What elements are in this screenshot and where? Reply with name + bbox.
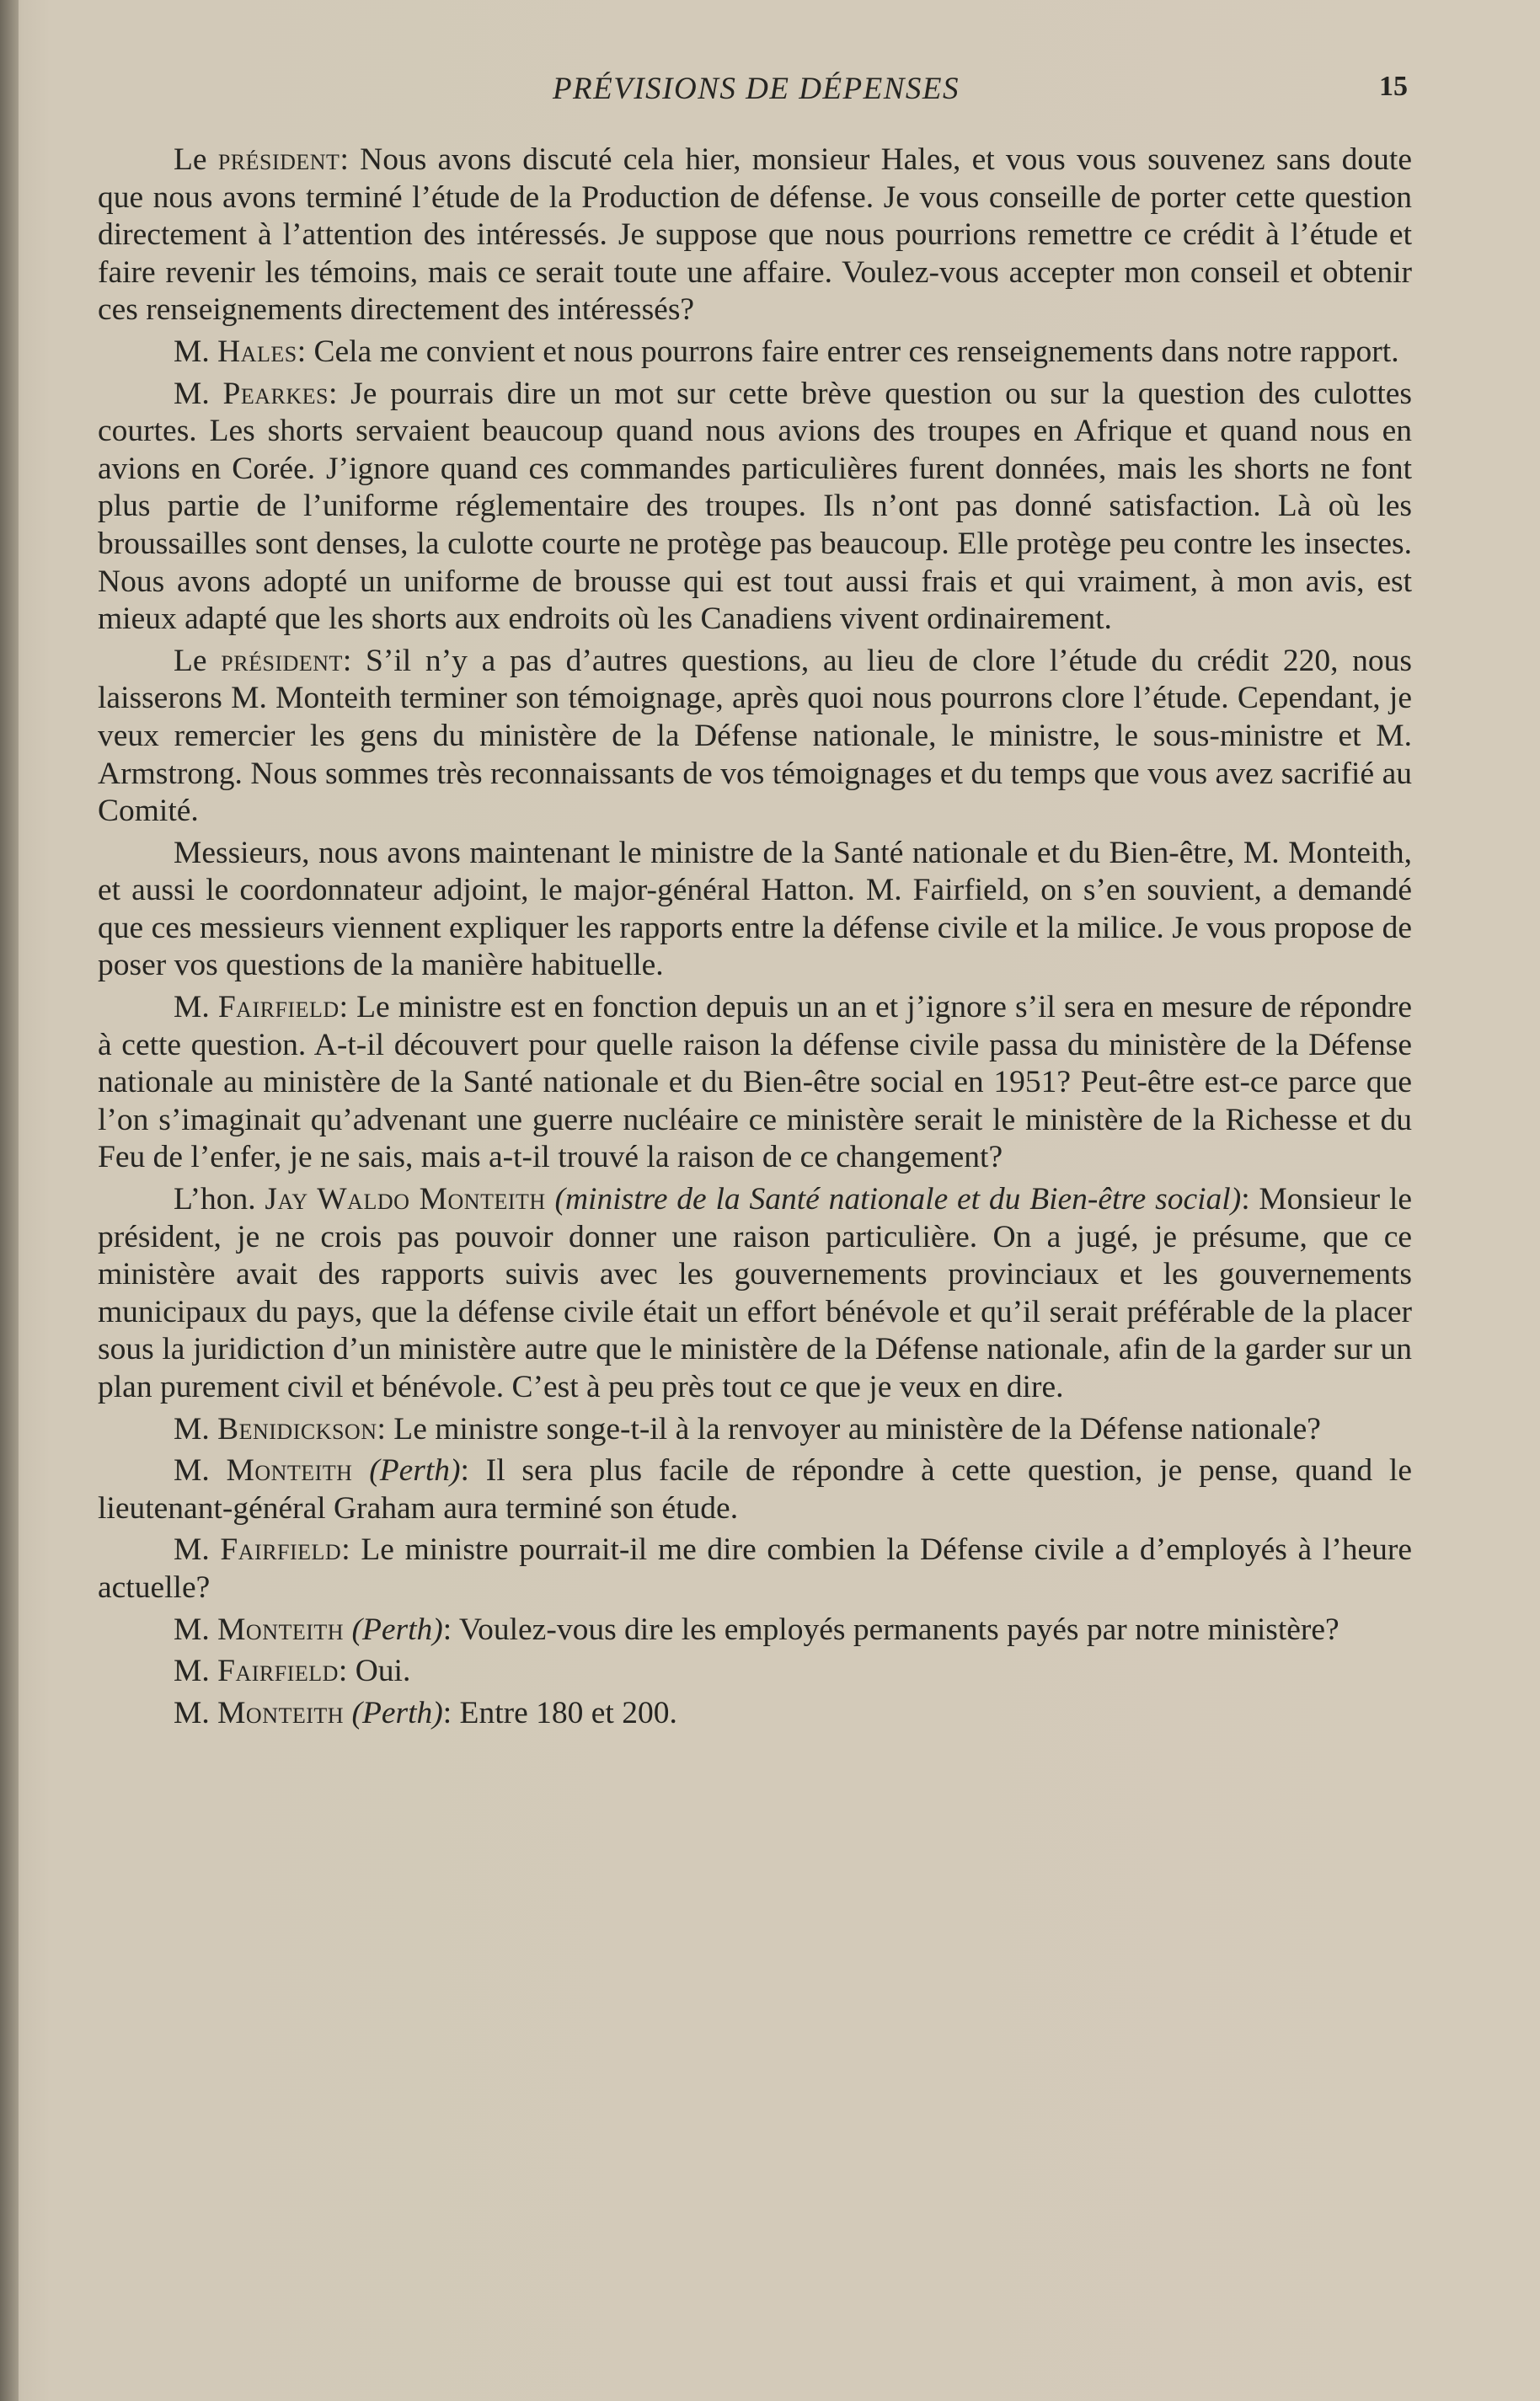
transcript-paragraph	[98, 1532, 1412, 1607]
speaker-riding: (ministre de la Santé nationale et du Bien-être social)	[554, 1182, 1242, 1217]
speaker-riding: (Perth)	[351, 1695, 443, 1730]
speaker-colon: :	[442, 1695, 452, 1730]
transcript-paragraph	[98, 989, 1412, 1177]
speaker-prefix: M.	[174, 990, 210, 1025]
speaker-name: président	[221, 643, 343, 678]
paragraph-text: Voulez-vous dire les employés permanents payés par notre ministère?	[458, 1612, 1339, 1647]
paragraph-text: Je pourrais dire un mot sur cette brève question ou sur la question des culottes courtes. Les shorts servaient beaucoup quand nous avions des troupes en Afrique et quand nous en avions en Corée. J’ignore quand ces commandes particulières furent données, mais les shorts ne font plus partie de l’uniforme réglementaire des troupes. Ils n’ont pas donné satisfaction. Là où les broussailles sont denses, la culotte courte ne protège pas beaucoup. Elle protège peu contre les insectes. Nous avons adopté un uniforme de brousse qui est tout aussi frais et qui vraiment, à mon avis, est mieux adapté que les shorts aux endroits où les Canadiens vivent ordinairement.	[98, 376, 1413, 637]
speaker-prefix: M.	[174, 1654, 210, 1689]
speaker-name: Monteith	[217, 1695, 345, 1730]
speaker-colon: :	[442, 1612, 452, 1647]
paragraph-text: Cela me convient et nous pourrons faire entrer ces renseignements dans notre rapport.	[313, 334, 1399, 369]
running-title: PRÉVISIONS DE DÉPENSES	[552, 72, 960, 106]
speaker-colon: :	[460, 1453, 469, 1489]
page-header	[101, 71, 1411, 113]
speaker-prefix: M.	[174, 334, 210, 369]
speaker-name: président	[217, 142, 340, 177]
speaker-riding: (Perth)	[351, 1612, 443, 1647]
transcript-body	[98, 142, 1412, 1736]
speaker-colon: :	[340, 142, 349, 177]
transcript-paragraph	[98, 1411, 1412, 1449]
transcript-paragraph	[98, 142, 1412, 329]
speaker-prefix: L’hon.	[174, 1182, 256, 1217]
speaker-prefix: M.	[174, 1411, 210, 1446]
paragraph-text: Messieurs, nous avons maintenant le ministre de la Santé nationale et du Bien-être, M. Monteith, et aussi le coordonnateur adjoint, le major-général Hatton. M. Fairfield, on s’en souvient, a demandé que ces messieurs viennent expliquer les rapports entre la défense civile et la milice. Je vous propose de poser vos questions de la manière habituelle.	[98, 835, 1412, 983]
speaker-riding: (Perth)	[369, 1453, 461, 1489]
paragraph-text: Le ministre pourrait-il me dire combien la Défense civile a d’employés à l’heure actuelle?	[98, 1532, 1413, 1605]
speaker-prefix: M.	[174, 1532, 210, 1568]
page-number: 15	[1379, 71, 1408, 102]
transcript-paragraph	[98, 1181, 1412, 1407]
transcript-paragraph	[98, 376, 1412, 639]
transcript-paragraph	[98, 334, 1412, 372]
speaker-colon: :	[377, 1411, 386, 1446]
transcript-paragraph	[98, 1452, 1412, 1527]
speaker-prefix: M.	[174, 1695, 210, 1730]
paragraph-text: Le ministre est en fonction depuis un an et j’ignore s’il sera en mesure de répondre à cette question. A-t-il découvert pour quelle raison la défense civile passa du ministère de la Défense nationale au ministère de la Santé nationale et du Bien-être social en 1951? Peut-être est-ce parce que l’on s’imaginait qu’advenant une guerre nucléaire ce ministère serait le ministère de la Richesse et du Feu de l’enfer, je ne sais, mais a-t-il trouvé la raison de ce changement?	[98, 990, 1413, 1175]
speaker-name: Hales	[217, 334, 297, 369]
speaker-colon: :	[1241, 1182, 1250, 1217]
speaker-name: Fairfield	[217, 1654, 339, 1689]
paragraph-text: Le ministre songe-t-il à la renvoyer au ministère de la Défense nationale?	[393, 1411, 1321, 1446]
paragraph-text: Entre 180 et 200.	[459, 1695, 677, 1730]
speaker-name: Jay Waldo Monteith	[265, 1182, 546, 1217]
transcript-paragraph	[98, 643, 1412, 831]
transcript-paragraph	[98, 1653, 1412, 1691]
speaker-name: Monteith	[217, 1612, 345, 1647]
speaker-name: Pearkes	[222, 376, 329, 411]
speaker-colon: :	[342, 643, 352, 678]
paragraph-text: S’il n’y a pas d’autres questions, au lieu de clore l’étude du crédit 220, nous laisserons M. Monteith terminer son témoignage, après quoi nous pourrons clore l’étude. Cependant, je veux remercier les gens du ministère de la Défense nationale, le ministre, le sous-ministre et M. Armstrong. Nous sommes très reconnaissants de vos témoignages et du temps que vous avez sacrifié au Comité.	[98, 643, 1413, 829]
speaker-colon: :	[328, 376, 338, 411]
paragraph-text: Monsieur le président, je ne crois pas pouvoir donner une raison particulière. On a jugé, je présume, que ce ministère avait des rapports suivis avec les gouvernements provinciaux et les gouvernements municipaux du pays, que la défense civile était un effort bénévole et qu’il serait préférable de la placer sous la juridiction d’un ministère autre que le ministère de la Défense nationale, afin de la garder sur un plan purement civil et bénévole. C’est à peu près tout ce que je veux en dire.	[98, 1182, 1413, 1404]
speaker-prefix: Le	[174, 643, 207, 678]
speaker-name: Fairfield	[217, 990, 340, 1025]
transcript-paragraph	[98, 1612, 1412, 1650]
speaker-prefix: M.	[174, 376, 210, 411]
speaker-name: Benidickson	[217, 1411, 377, 1446]
speaker-prefix: M.	[174, 1612, 210, 1647]
transcript-paragraph	[98, 835, 1412, 985]
transcript-paragraph	[98, 1695, 1412, 1733]
paragraph-text: Il sera plus facile de répondre à cette question, je pense, quand le lieutenant-général Graham aura terminé son étude.	[98, 1453, 1412, 1526]
binding-edge	[0, 0, 19, 2401]
speaker-prefix: Le	[174, 142, 207, 177]
speaker-name: Fairfield	[220, 1532, 342, 1568]
paragraph-text: Nous avons discuté cela hier, monsieur Hales, et vous vous souvenez sans doute que nous avons terminé l’étude de la Production de défense. Je vous conseille de porter cette question directement à l’attention des intéressés. Je suppose que nous pourrions remettre ce crédit à l’étude et faire revenir les témoins, mais ce serait toute une affaire. Voulez-vous accepter mon conseil et obtenir ces renseignements directement des intéressés?	[98, 142, 1412, 328]
speaker-colon: :	[297, 334, 307, 369]
speaker-prefix: M.	[174, 1453, 210, 1489]
speaker-colon: :	[341, 1532, 350, 1568]
speaker-colon: :	[339, 990, 349, 1025]
paragraph-text: Oui.	[355, 1654, 411, 1689]
speaker-name: Monteith	[226, 1453, 353, 1489]
speaker-colon: :	[338, 1654, 348, 1689]
